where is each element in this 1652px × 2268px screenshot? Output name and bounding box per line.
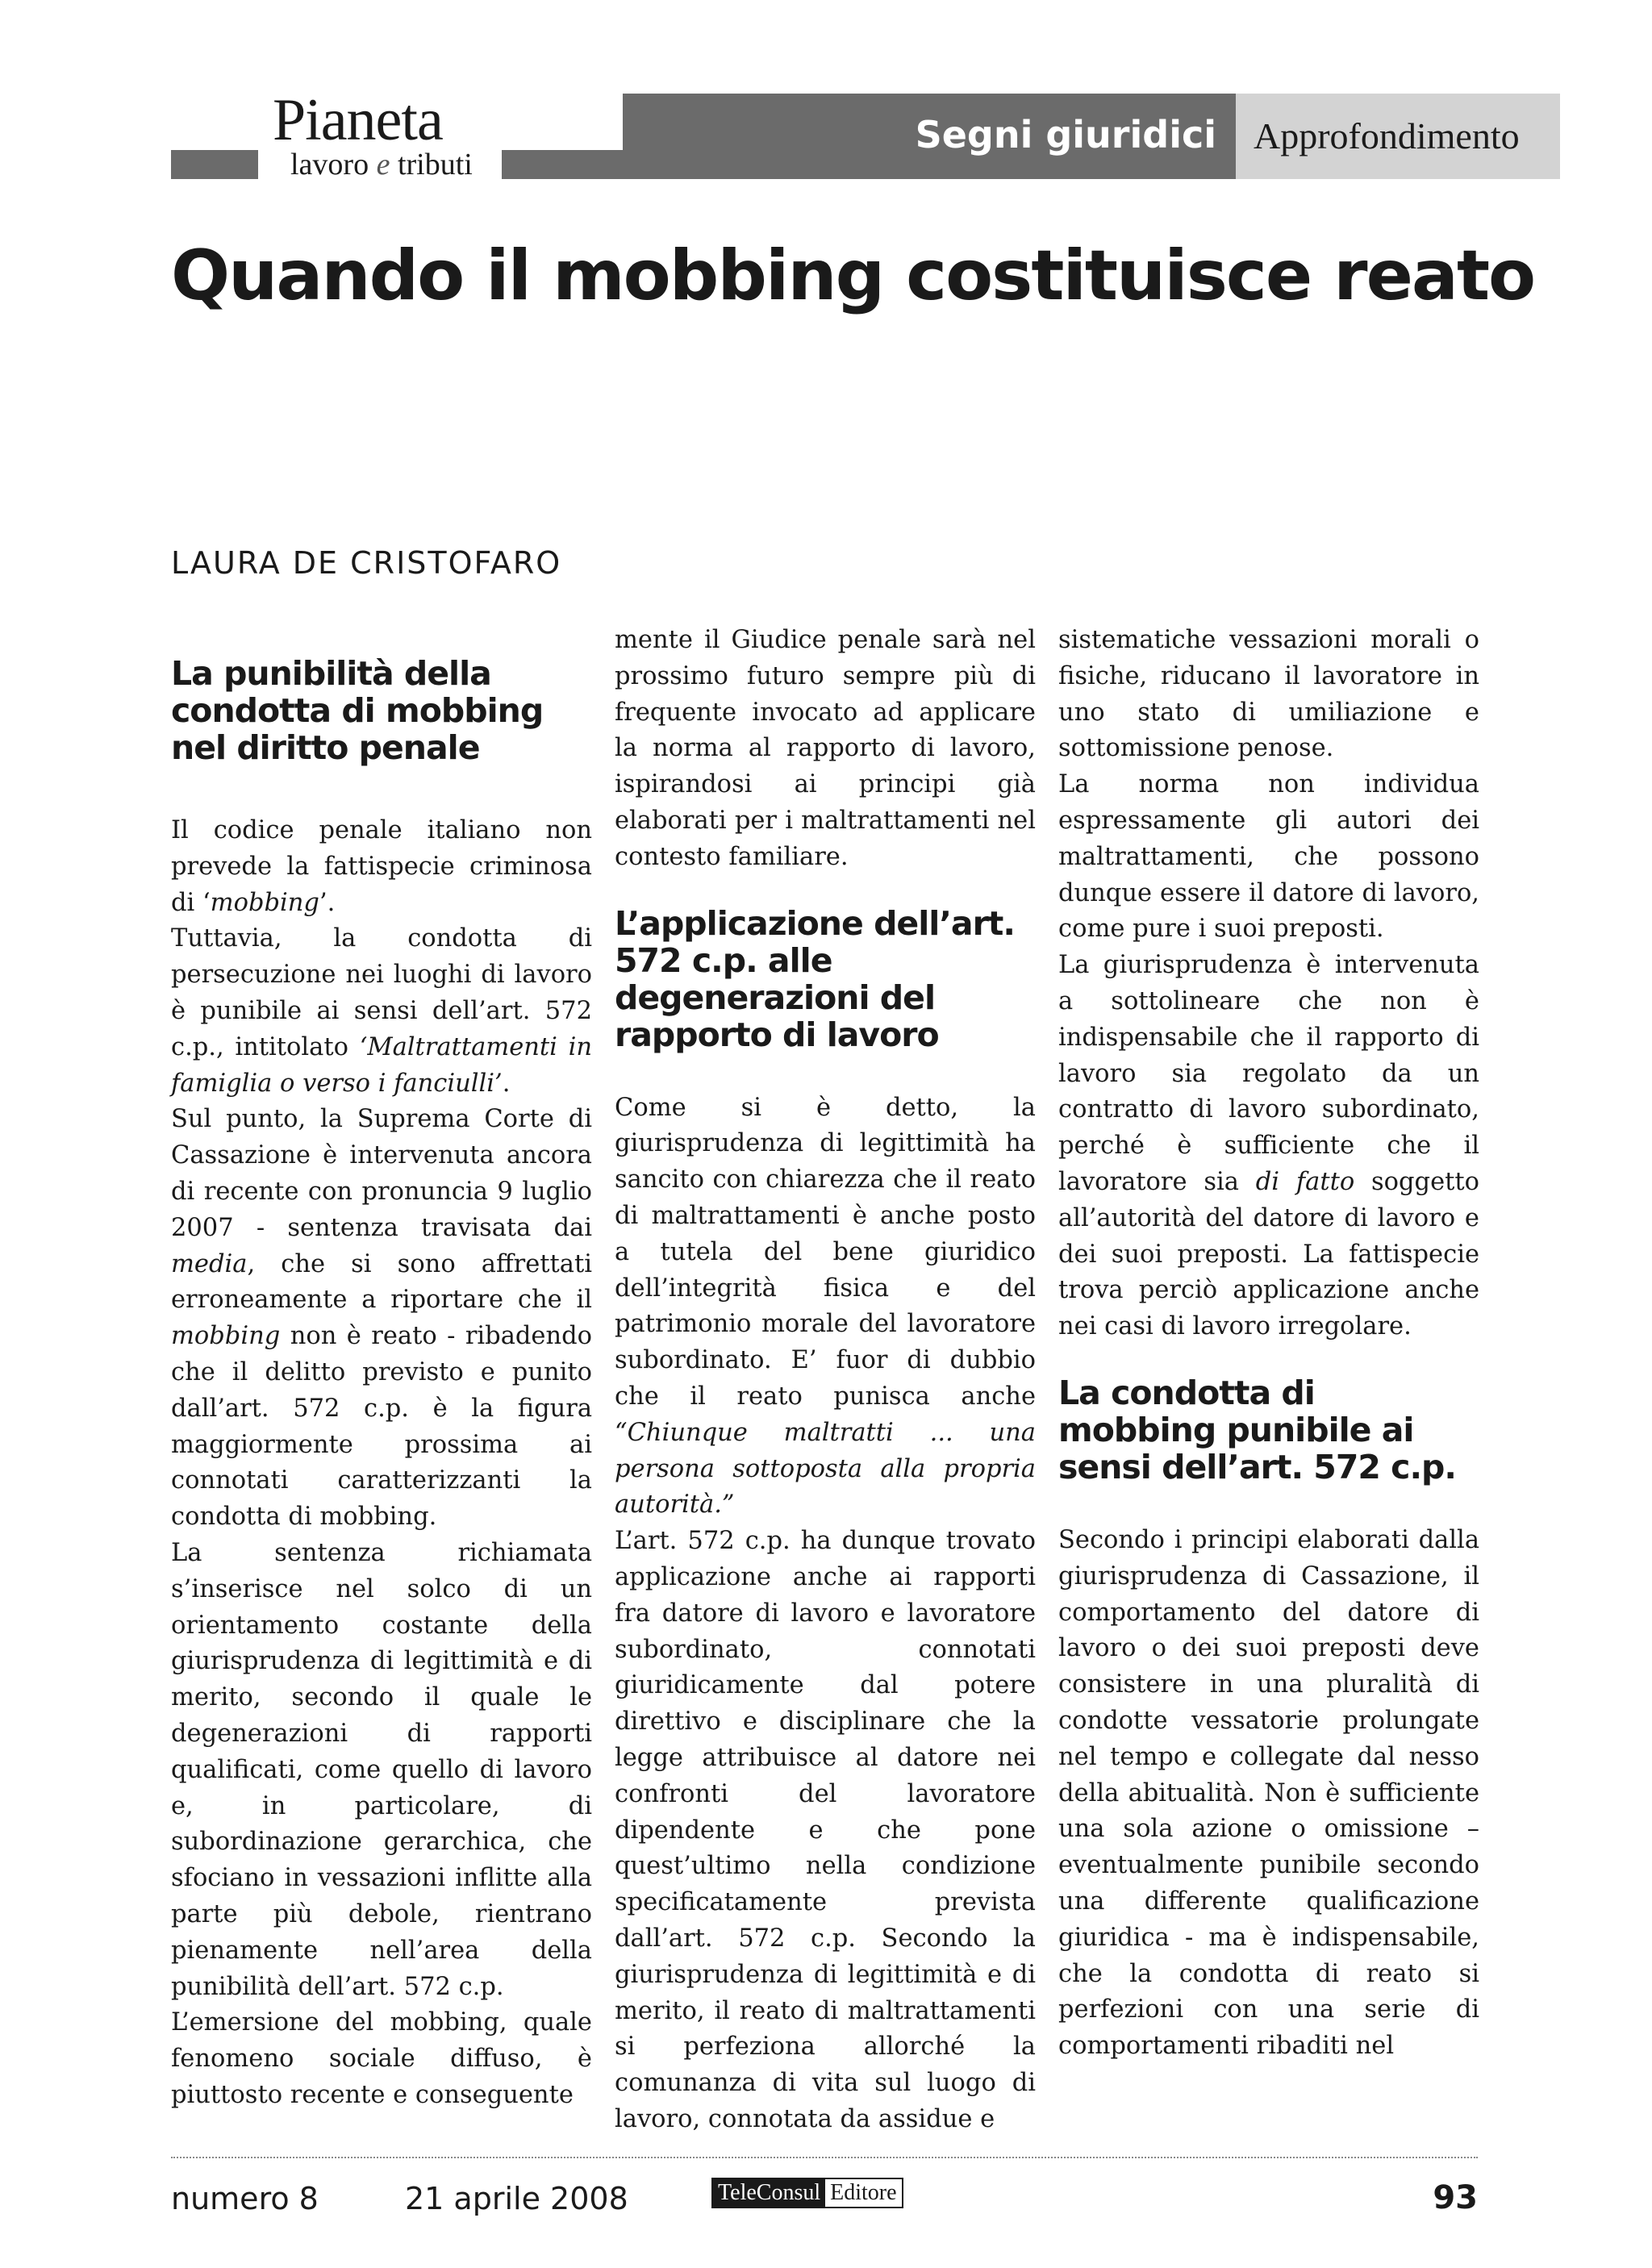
masthead-subtitle	[290, 148, 473, 181]
paragraph-3: Sul punto, la Suprema Corte di Cassazione è intervenuta ancora di recente con pronuncia 9 luglio 2007 - sentenza travisata dai media, che si sono affrettati erroneamente a riportare che il mobbing non è reato - ribadendo che il delitto previsto e punito dall’art. 572 c.p. è la figura maggiormente prossima ai connotati caratterizzanti la condotta di mobbing.	[171, 1105, 592, 1532]
article-title: Quando il mobbing costituisce reato	[171, 236, 1535, 316]
publisher-name: TeleConsul	[713, 2179, 825, 2207]
issue-date: 21 aprile 2008	[405, 2181, 628, 2216]
masthead-sub-a: lavoro	[290, 148, 369, 181]
article-author: LAURA DE CRISTOFARO	[171, 545, 562, 581]
subsection-box	[1236, 94, 1560, 179]
masthead-bar-left	[171, 150, 258, 179]
masthead-title: Pianeta	[273, 87, 443, 153]
paragraph-7-cont: sistematiche vessazioni morali o fisiche, riducano il lavoratore in uno stato di umiliazione e sottomissione penose.	[1058, 626, 1479, 763]
section-heading-3: La condotta di mobbing punibile ai sensi dell’art. 572 c.p.	[1058, 1373, 1456, 1486]
masthead-logo	[171, 87, 502, 181]
masthead-sub-e: e	[376, 148, 390, 181]
paragraph-4: La sentenza richiamata s’inserisce nel solco di un orientamento costante della giurisprudenza di legittimità e di merito, secondo il quale le degenerazioni di rapporti qualificati, come quello di lavoro e, in particolare, di subordinazione gerarchica, che sfociano in vessazioni inflitte alla parte più debole, rientrano pienamente nell’area della punibilità dell’art. 572 c.p.	[171, 1538, 592, 2001]
subsection-label: Approfondimento	[1254, 115, 1520, 156]
paragraph-7: L’art. 572 c.p. ha dunque trovato applicazione anche ai rapporti fra datore di lavoro e lavoratore subordinato, connotati giuridicamente dal potere direttivo e disciplinare che la legge attribuisce al datore nei confronti del lavoratore dipendente e che pone quest’ultimo nella condizione specificatamente prevista dall’art. 572 c.p. Secondo la giurisprudenza di legittimità e di merito, il reato di maltrattamenti si perfeziona allorché la comunanza di vita sul luogo di lavoro, connotata da assidue e	[615, 1527, 1036, 2133]
footer-divider	[171, 2157, 1478, 2158]
column-3	[1058, 623, 1479, 2065]
paragraph-5-cont: mente il Giudice penale sarà nel prossimo futuro sempre più di frequente invocato ad applicare la norma al rapporto di lavoro, ispirandosi ai principi già elaborati per i maltrattamenti nel contesto familiare.	[615, 626, 1036, 871]
column-2	[615, 623, 1036, 2138]
section-heading-1: La punibilità della condotta di mobbing nel diritto penale	[171, 654, 544, 767]
publisher-logo	[711, 2178, 903, 2208]
column-1	[171, 623, 592, 2114]
paragraph-2: Tuttavia, la condotta di persecuzione nei luoghi di lavoro è punibile ai sensi dell’art. 572 c.p., intitolato ‘Maltrattamenti in famiglia o verso i fanciulli’.	[171, 924, 592, 1098]
section-heading-2: L’applicazione dell’art. 572 c.p. alle degenerazioni del rapporto di lavoro	[615, 903, 1015, 1054]
masthead-sub-b: tributi	[397, 148, 473, 181]
section-bar	[623, 94, 1236, 179]
paragraph-5: L’emersione del mobbing, quale fenomeno sociale diffuso, è piuttosto recente e conseguente	[171, 2008, 592, 2109]
section-label: Segni giuridici	[915, 113, 1216, 156]
paragraph-6: Come si è detto, la giurisprudenza di legittimità ha sancito con chiarezza che il reato di maltrattamenti è anche posto a tutela del bene giuridico dell’integrità fisica e del patrimonio morale del lavoratore subordinato. E’ fuor di dubbio che il reato punisca anche “Chiunque maltratti ... una persona sottoposta alla propria autorità.”	[615, 1093, 1036, 1520]
publisher-suffix: Editore	[825, 2179, 901, 2207]
paragraph-9: La giurisprudenza è intervenuta a sottolineare che non è indispensabile che il rapporto di lavoro sia regolato da un contratto di lavoro subordinato, perché è sufficiente che il lavoratore sia di fatto soggetto all’autorità del datore di lavoro e dei suoi preposti. La fattispecie trova perciò applicazione anche nei casi di lavoro irregolare.	[1058, 951, 1479, 1341]
paragraph-8: La norma non individua espressamente gli autori dei maltrattamenti, che possono dunque essere il datore di lavoro, come pure i suoi preposti.	[1058, 770, 1479, 944]
paragraph-1: Il codice penale italiano non prevede la fattispecie criminosa di ‘mobbing’.	[171, 816, 592, 917]
issue-number: numero 8	[171, 2181, 319, 2216]
paragraph-10: Secondo i principi elaborati dalla giurisprudenza di Cassazione, il comportamento del datore di lavoro o dei suoi preposti deve consistere in una pluralità di condotte vessatorie prolungate nel tempo e collegate dal nesso della abitualità. Non è sufficiente una sola azione o omissione – eventualmente punibile secondo una differente qualificazione giuridica - ma è indispensabile, che la condotta di reato si perfezioni con una serie di comportamenti ribaditi nel	[1058, 1525, 1479, 2061]
page-number: 93	[1433, 2179, 1478, 2216]
